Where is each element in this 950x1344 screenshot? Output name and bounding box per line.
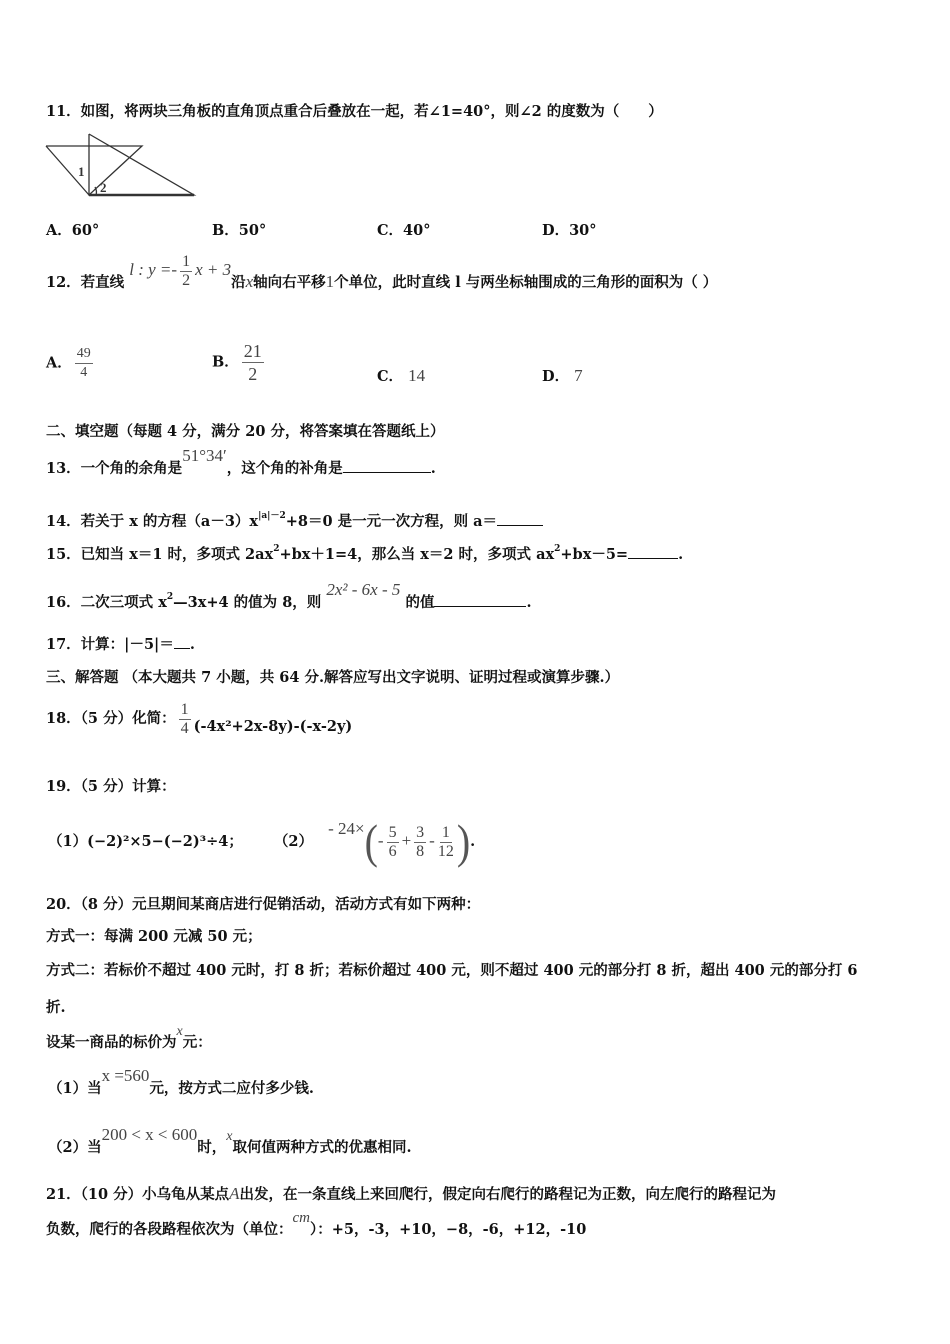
q15-end: . [678, 546, 684, 563]
q12-option-b[interactable] [212, 340, 267, 385]
q13-prefix: 13．一个角的余角是 [46, 460, 183, 477]
q15-exp: 2 [273, 544, 280, 554]
q14-prefix: 14．若关于 x 的方程（a－3）x [46, 513, 259, 530]
option-value: 14 [408, 366, 426, 385]
q16-line [46, 580, 532, 613]
q21-prefix: 21．（10 分）小乌龟从某点 [46, 1186, 230, 1203]
q17-answer-blank[interactable] [174, 634, 190, 649]
q11-option-c[interactable] [377, 219, 430, 240]
q15-answer-blank[interactable] [628, 544, 678, 559]
section-3-heading: 三、解答题 （本大题共 7 小题，共 64 分.解答应写出文字说明、证明过程或演算步骤.） [46, 669, 620, 686]
frac-denominator: 2 [248, 364, 258, 384]
q20-sub-1 [48, 1066, 314, 1099]
setup-var: x [176, 1024, 183, 1039]
q12-num: 1 [325, 272, 335, 291]
q12-eq-left: l : y =- [129, 260, 178, 279]
q12-prefix: 12．若直线 [46, 274, 125, 291]
frac-numerator: 1 [182, 252, 191, 270]
q14-exp: |a|－2 [258, 511, 286, 521]
q17-end: . [189, 636, 195, 653]
sub2-prefix: （2）当 [48, 1139, 102, 1156]
q16-math: 2x² - 6x - 5 [326, 580, 401, 599]
q21-text: 出发，在一条直线上来回爬行，假定向右爬行的路程记为正数，向左爬行的路程记为 [239, 1186, 777, 1203]
q20-sub-2 [48, 1125, 412, 1159]
q11-option-a[interactable] [46, 219, 99, 240]
frac-numerator: 1 [180, 700, 189, 718]
q17-line [46, 634, 195, 655]
q16-exp: 2 [166, 592, 174, 602]
q21-line-1 [46, 1184, 776, 1205]
q19-part-2-lead: - 24× [328, 819, 365, 838]
q15-suffix: +bx－5= [560, 546, 629, 563]
q11-triangle-figure [44, 132, 199, 200]
option-key: B． [212, 222, 239, 239]
q12-text: 沿 [231, 274, 246, 291]
q11-option-b[interactable] [212, 219, 266, 240]
sub2-math: 200 < x < 600 [101, 1125, 198, 1144]
q19-title: 19．（5 分）计算： [46, 778, 176, 795]
q15-line [46, 539, 683, 565]
frac-numerator: 21 [243, 341, 262, 361]
q20-way-1: 方式一：每满 200 元减 50 元； [46, 928, 262, 945]
sub1-suffix: 元，按方式二应付多少钱. [149, 1080, 314, 1097]
sub2-suffix: 取何值两种方式的优惠相同. [232, 1139, 412, 1156]
section-2-heading: 二、填空题（每题 4 分，满分 20 分，将答案填在答题纸上） [46, 423, 445, 440]
option-value: 40° [403, 222, 431, 239]
frac-numerator: 1 [441, 823, 450, 841]
q18-expr: (-4x²+2x-8y)-(-x-2y) [193, 718, 353, 735]
q19-part-1: （1）(−2)²×5−(−2)³÷4； [48, 833, 243, 850]
right-paren: ) [456, 814, 471, 869]
q12-text: 轴向右平移 [253, 274, 326, 291]
q11-option-d[interactable] [542, 219, 597, 240]
q16-mid: —3x+4 的值为 8，则 [173, 594, 322, 611]
option-value: 50° [238, 222, 267, 239]
option-key: D． [542, 222, 570, 239]
math-sign: - [429, 831, 435, 850]
sub1-math: x =560 [101, 1066, 150, 1085]
option-key: D． [542, 368, 570, 385]
q20-way-2: 方式二：若标价不超过 400 元时，打 8 折；若标价超过 400 元，则不超过 400 元的部分打 8 折，超出 400 元的部分打 6 [46, 962, 858, 979]
q13-line [46, 446, 436, 479]
q14-line [46, 506, 543, 532]
q13-suffix: ，这个角的补角是 [226, 460, 343, 477]
q14-suffix: +8＝0 是一元一次方程，则 a＝ [285, 513, 498, 530]
option-key: C． [377, 222, 404, 239]
q16-suffix: 的值 [405, 594, 435, 611]
q20-way-2-cont: 折. [46, 999, 66, 1016]
q13-math: 51°34′ [182, 446, 227, 465]
frac-numerator: 49 [75, 345, 93, 364]
q17-text: 17．计算：|－5|＝ [46, 636, 174, 653]
q12-eq-right: x + 3 [195, 260, 232, 279]
sub2-var: x [226, 1129, 233, 1144]
q21-point: A [229, 1184, 240, 1203]
q18-prefix: 18．（5 分）化简： [46, 710, 176, 727]
q16-prefix: 16．二次三项式 x [46, 594, 167, 611]
angle-2-label: 2 [100, 180, 107, 195]
frac-denominator: 4 [180, 719, 189, 737]
frac-numerator: 3 [416, 823, 425, 841]
frac-denominator: 8 [416, 842, 425, 860]
setup-prefix: 设某一商品的标价为 [46, 1034, 177, 1051]
option-key: A． [46, 354, 72, 372]
q15-exp2: 2 [554, 544, 561, 554]
q21-line2-suffix: ）：+5，-3，+10，−8，-6，+12，-10 [310, 1221, 587, 1238]
frac-denominator: 4 [80, 365, 88, 380]
frac-denominator: 2 [182, 271, 191, 289]
setup-suffix: 元： [182, 1034, 212, 1051]
q12-var: x [245, 272, 254, 291]
q11-text: 11．如图，将两块三角板的直角顶点重合后叠放在一起，若∠1=40°，则∠2 的度数为（ ） [46, 103, 663, 120]
q15-prefix: 15．已知当 x＝1 时，多项式 2ax [46, 546, 274, 563]
option-key: B． [212, 353, 239, 371]
q21-line-2 [46, 1210, 587, 1240]
angle-1-label: 1 [78, 164, 85, 179]
q19-end: . [470, 833, 476, 850]
sub2-mid: 时， [197, 1139, 227, 1156]
option-value: 7 [574, 366, 583, 385]
q19-parts [48, 813, 475, 870]
left-paren: ( [364, 814, 378, 869]
q18-line [46, 697, 352, 741]
q14-answer-blank[interactable] [497, 511, 543, 526]
option-value: 30° [569, 222, 597, 239]
math-sign: + [401, 831, 412, 850]
frac-denominator: 12 [437, 842, 454, 860]
q12-option-d[interactable] [542, 365, 583, 386]
q15-mid: +bx＋1=4，那么当 x＝2 时，多项式 ax [279, 546, 555, 563]
q16-answer-blank[interactable] [434, 592, 526, 607]
sub1-prefix: （1）当 [48, 1080, 102, 1097]
q21-unit: cm [292, 1210, 310, 1226]
q12-option-c[interactable] [377, 365, 425, 386]
q16-end: . [526, 594, 532, 611]
option-value: 60° [71, 222, 100, 239]
q13-end: . [430, 460, 436, 477]
q20-setup [46, 1024, 212, 1054]
q19-part-2-label: （2） [273, 833, 313, 850]
math-sign: - [377, 831, 384, 850]
q12-option-a[interactable] [46, 345, 96, 382]
frac-denominator: 6 [388, 842, 397, 860]
frac-numerator: 5 [388, 823, 397, 841]
option-key: C． [377, 368, 404, 385]
option-key: A． [46, 222, 72, 239]
q12-suffix: 个单位，此时直线 l 与两坐标轴围成的三角形的面积为（ ） [334, 274, 718, 291]
q13-answer-blank[interactable] [343, 458, 431, 473]
q21-line2-prefix: 负数，爬行的各段路程依次为（单位： [46, 1221, 293, 1238]
q20-title: 20．（8 分）元旦期间某商店进行促销活动，活动方式有如下两种： [46, 896, 481, 913]
q12-line [46, 252, 718, 303]
